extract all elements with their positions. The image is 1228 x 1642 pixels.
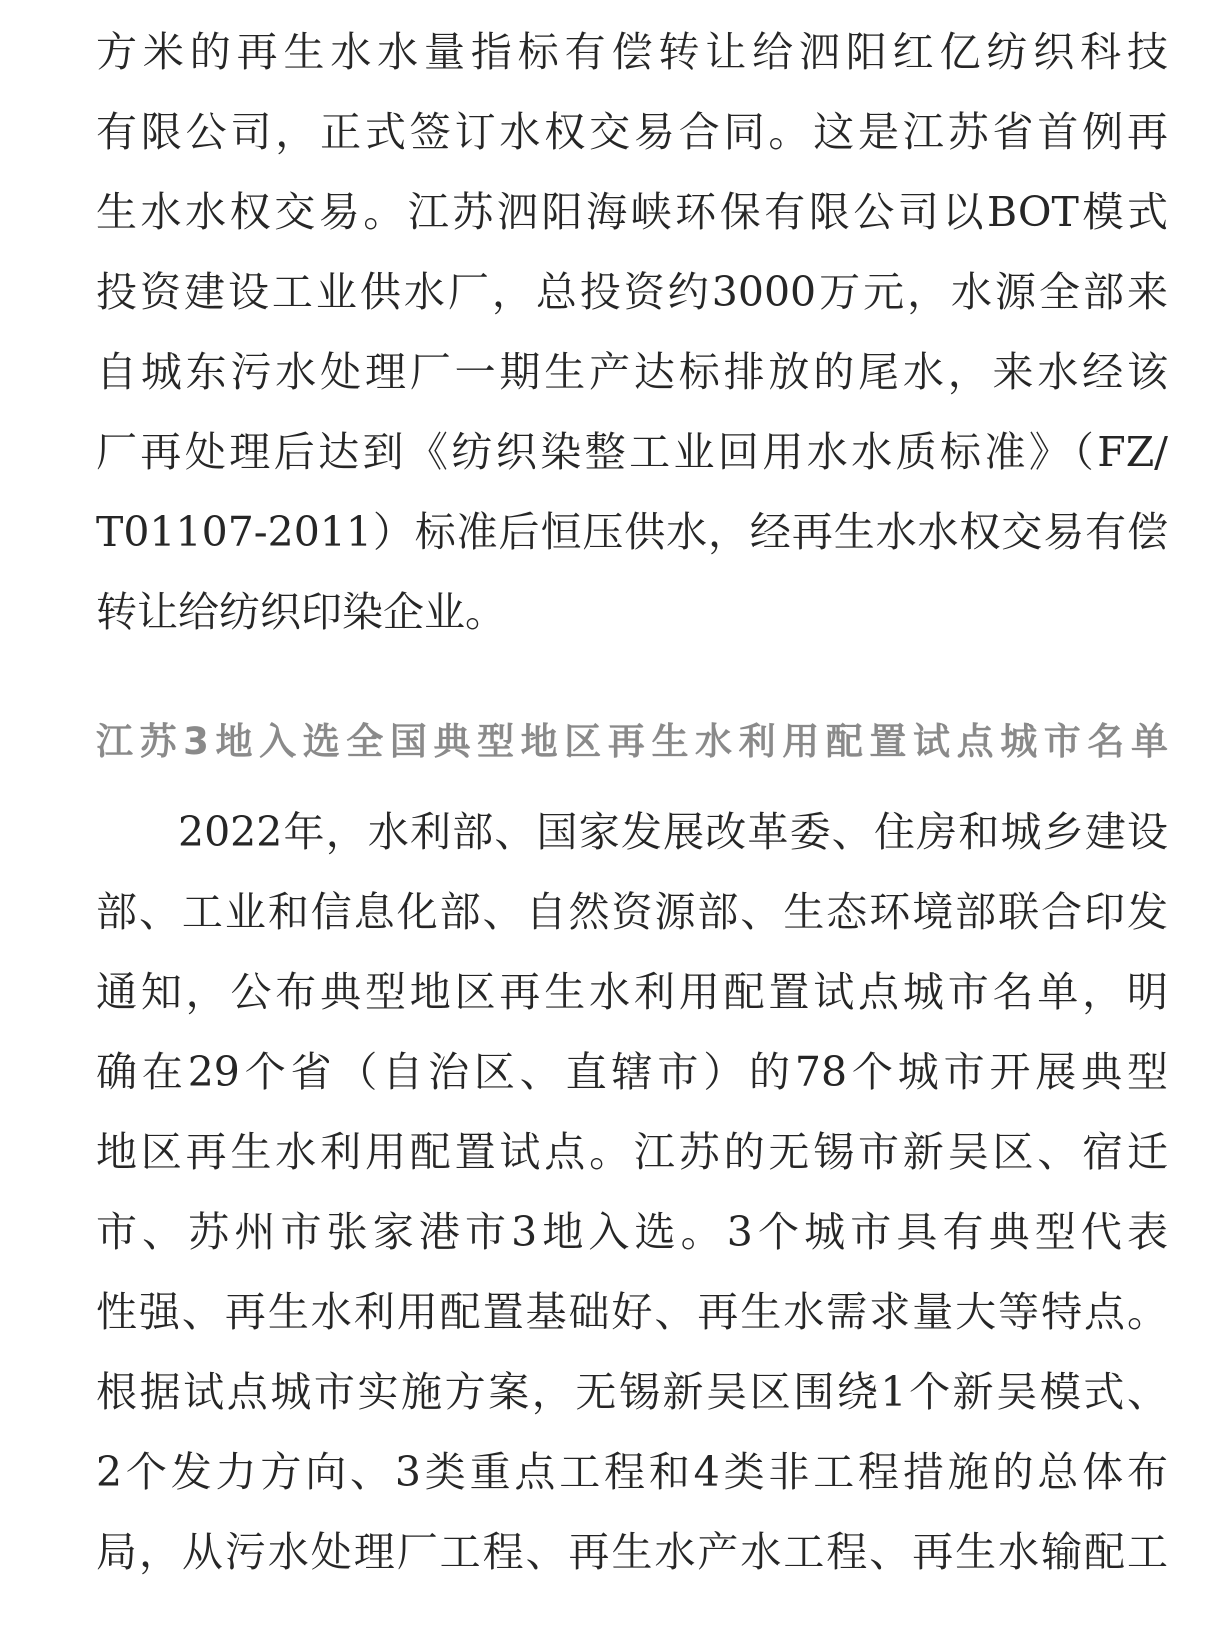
text-line: 厂再处理后达到《纺织染整工业回用水水质标准》（FZ/ bbox=[96, 428, 1168, 476]
text-line: T01107-2011）标准后恒压供水，经再生水水权交易有偿 bbox=[96, 508, 1168, 556]
text-line: 性强、再生水利用配置基础好、再生水需求量大等特点。 bbox=[96, 1288, 1168, 1336]
text-line: 有限公司，正式签订水权交易合同。这是江苏省首例再 bbox=[96, 108, 1168, 156]
text-line: 通知，公布典型地区再生水利用配置试点城市名单，明 bbox=[96, 968, 1168, 1016]
section-heading: 江苏3地入选全国典型地区再生水利用配置试点城市名单 bbox=[96, 720, 1168, 763]
text-line: 投资建设工业供水厂，总投资约3000万元，水源全部来 bbox=[96, 268, 1168, 316]
text-line: 市、苏州市张家港市3地入选。3个城市具有典型代表 bbox=[96, 1208, 1168, 1256]
text-line: 转让给纺织印染企业。 bbox=[96, 588, 506, 636]
text-line: 生水水权交易。江苏泗阳海峡环保有限公司以BOT模式 bbox=[96, 188, 1168, 236]
text-line: 局，从污水处理厂工程、再生水产水工程、再生水输配工 bbox=[96, 1528, 1168, 1576]
text-line: 2个发力方向、3类重点工程和4类非工程措施的总体布 bbox=[96, 1448, 1168, 1496]
text-line: 确在29个省（自治区、直辖市）的78个城市开展典型 bbox=[96, 1048, 1168, 1096]
text-line: 自城东污水处理厂一期生产达标排放的尾水，来水经该 bbox=[96, 348, 1168, 396]
text-line: 根据试点城市实施方案，无锡新吴区围绕1个新吴模式、 bbox=[96, 1368, 1168, 1416]
text-line: 地区再生水利用配置试点。江苏的无锡市新吴区、宿迁 bbox=[96, 1128, 1168, 1176]
text-line: 2022年，水利部、国家发展改革委、住房和城乡建设 bbox=[178, 808, 1168, 856]
text-line: 部、工业和信息化部、自然资源部、生态环境部联合印发 bbox=[96, 888, 1168, 936]
text-line: 方米的再生水水量指标有偿转让给泗阳红亿纺织科技 bbox=[96, 28, 1168, 76]
